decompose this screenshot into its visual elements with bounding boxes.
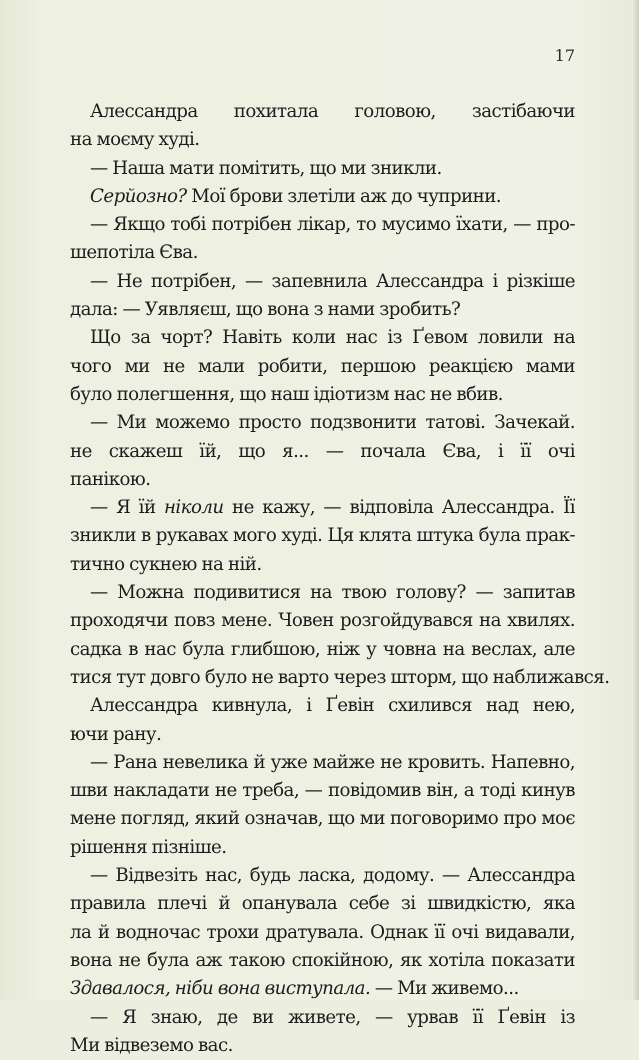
paragraph-line [70, 551, 575, 579]
paragraph-line [70, 607, 575, 635]
text-run: — Ми можемо просто подзвонити татові. Зачекай. [90, 412, 575, 434]
text-run: мене погляд, який означав, що ми поговоримо про моє [70, 808, 575, 830]
paragraph-first-line [90, 749, 575, 777]
paragraph-line [70, 1032, 575, 1060]
italic-text: ніколи [163, 497, 224, 519]
text-run: — Рана невелика й уже майже не кровить. Напевно, [90, 751, 575, 773]
paragraph-first-line [90, 324, 575, 352]
text-run: проходячи повз мене. Човен розгойдувався на хвилях. [70, 610, 575, 632]
paragraph-line [70, 239, 575, 267]
text-run: — Я їй [90, 497, 164, 519]
paragraph-line [70, 834, 575, 862]
paragraph-line [70, 890, 575, 918]
text-run: рішення пізніше. [70, 836, 227, 858]
text-run: не кажу, — відповіла Алессандра. Її [232, 497, 575, 519]
text-run: Що за чорт? Навіть коли нас із Ґевом ловили на [90, 327, 575, 349]
paragraph-first-line [90, 183, 575, 211]
paragraph-first-line [90, 155, 575, 183]
paragraph-line [70, 636, 575, 664]
paragraph-first-line [90, 862, 575, 890]
paragraph-line [70, 777, 575, 805]
text-run: шви накладати не треба, — повідомив він, а тоді кинув [70, 780, 575, 802]
paragraph-first-line [90, 268, 575, 296]
paragraph-line [70, 466, 575, 494]
page-edge-shadow [633, 0, 639, 1000]
text-run: вона не була аж такою спокійною, як хотіла показати [70, 949, 575, 971]
text-run: Алессандра кивнула, і Ґевін схилився над нею, [90, 695, 575, 717]
text-run: — Я знаю, де ви живете, — урвав її Ґевін із [90, 1006, 575, 1028]
paragraph-line [70, 919, 575, 947]
paragraph-first-line [90, 579, 575, 607]
paragraph-line [70, 805, 575, 833]
text-run: — Відвезіть нас, будь ласка, додому. — Алессандра [90, 865, 575, 887]
text-run: — Можна подивитися на твою голову? — запитав [90, 582, 575, 604]
page-number: 17 [554, 46, 575, 65]
paragraph-line [70, 975, 575, 1003]
text-run: чого ми не мали робити, першою реакцією мами [70, 355, 575, 377]
text-run: ючи рану. [70, 723, 162, 745]
italic-text: Здавалося, ніби вона виступала. [70, 978, 371, 1000]
text-run: ла й водночас трохи дратувала. Однак її очі видавали, [70, 921, 575, 943]
paragraph-line [70, 296, 575, 324]
text-run: — Ми живемо... [370, 978, 519, 1000]
paragraph-line [70, 522, 575, 550]
paragraph-line [70, 353, 575, 381]
paragraph-first-line [90, 409, 575, 437]
paragraph-line [70, 126, 575, 154]
paragraph-line [70, 664, 610, 692]
text-run: на моєму худі. [70, 129, 200, 151]
paragraph-line [70, 381, 575, 409]
text-run: правила плечі й опанувала себе зі швидкістю, яка [70, 893, 575, 915]
text-run: було полегшення, що наш ідіотизм нас не вбив. [70, 383, 503, 405]
paragraph-first-line [90, 211, 575, 239]
paragraph-first-line [90, 494, 575, 522]
text-run: тися тут довго було не варто через шторм, що наближався. [70, 666, 610, 688]
text-run: не скажеш їй, що я... — почала Єва, і її очі [70, 440, 575, 462]
text-run: — Наша мати помітить, що ми зникли. [90, 157, 442, 179]
text-run: Ми відвеземо вас. [70, 1034, 233, 1056]
paragraph-line [70, 947, 575, 975]
text-run: — Якщо тобі потрібен лікар, то мусимо їхати, — про- [90, 214, 575, 236]
text-run: тично сукнею на ній. [70, 553, 262, 575]
text-run: — Не потрібен, — запевнила Алессандра і різкіше [90, 270, 575, 292]
text-run: садка в нас була глибшою, ніж у човна на веслах, але [70, 638, 575, 660]
text-run: Мої брови злетіли аж до чуприни. [186, 185, 502, 207]
italic-text: Серйозно? [90, 185, 187, 207]
paragraph-first-line [90, 692, 575, 720]
paragraph-first-line [90, 98, 575, 126]
text-run: панікою. [70, 468, 151, 490]
text-run: дала: — Уявляєш, що вона з нами зробить? [70, 299, 461, 321]
text-run: зникли в рукавах мого худі. Ця клята штука була прак- [70, 525, 575, 547]
paragraph-line [70, 721, 575, 749]
text-run: Алессандра похитала головою, застібаючи [90, 101, 575, 122]
paragraph-line [70, 438, 575, 466]
body-text [70, 98, 610, 1060]
paragraph-first-line [90, 1004, 575, 1032]
text-run: шепотіла Єва. [70, 242, 198, 264]
